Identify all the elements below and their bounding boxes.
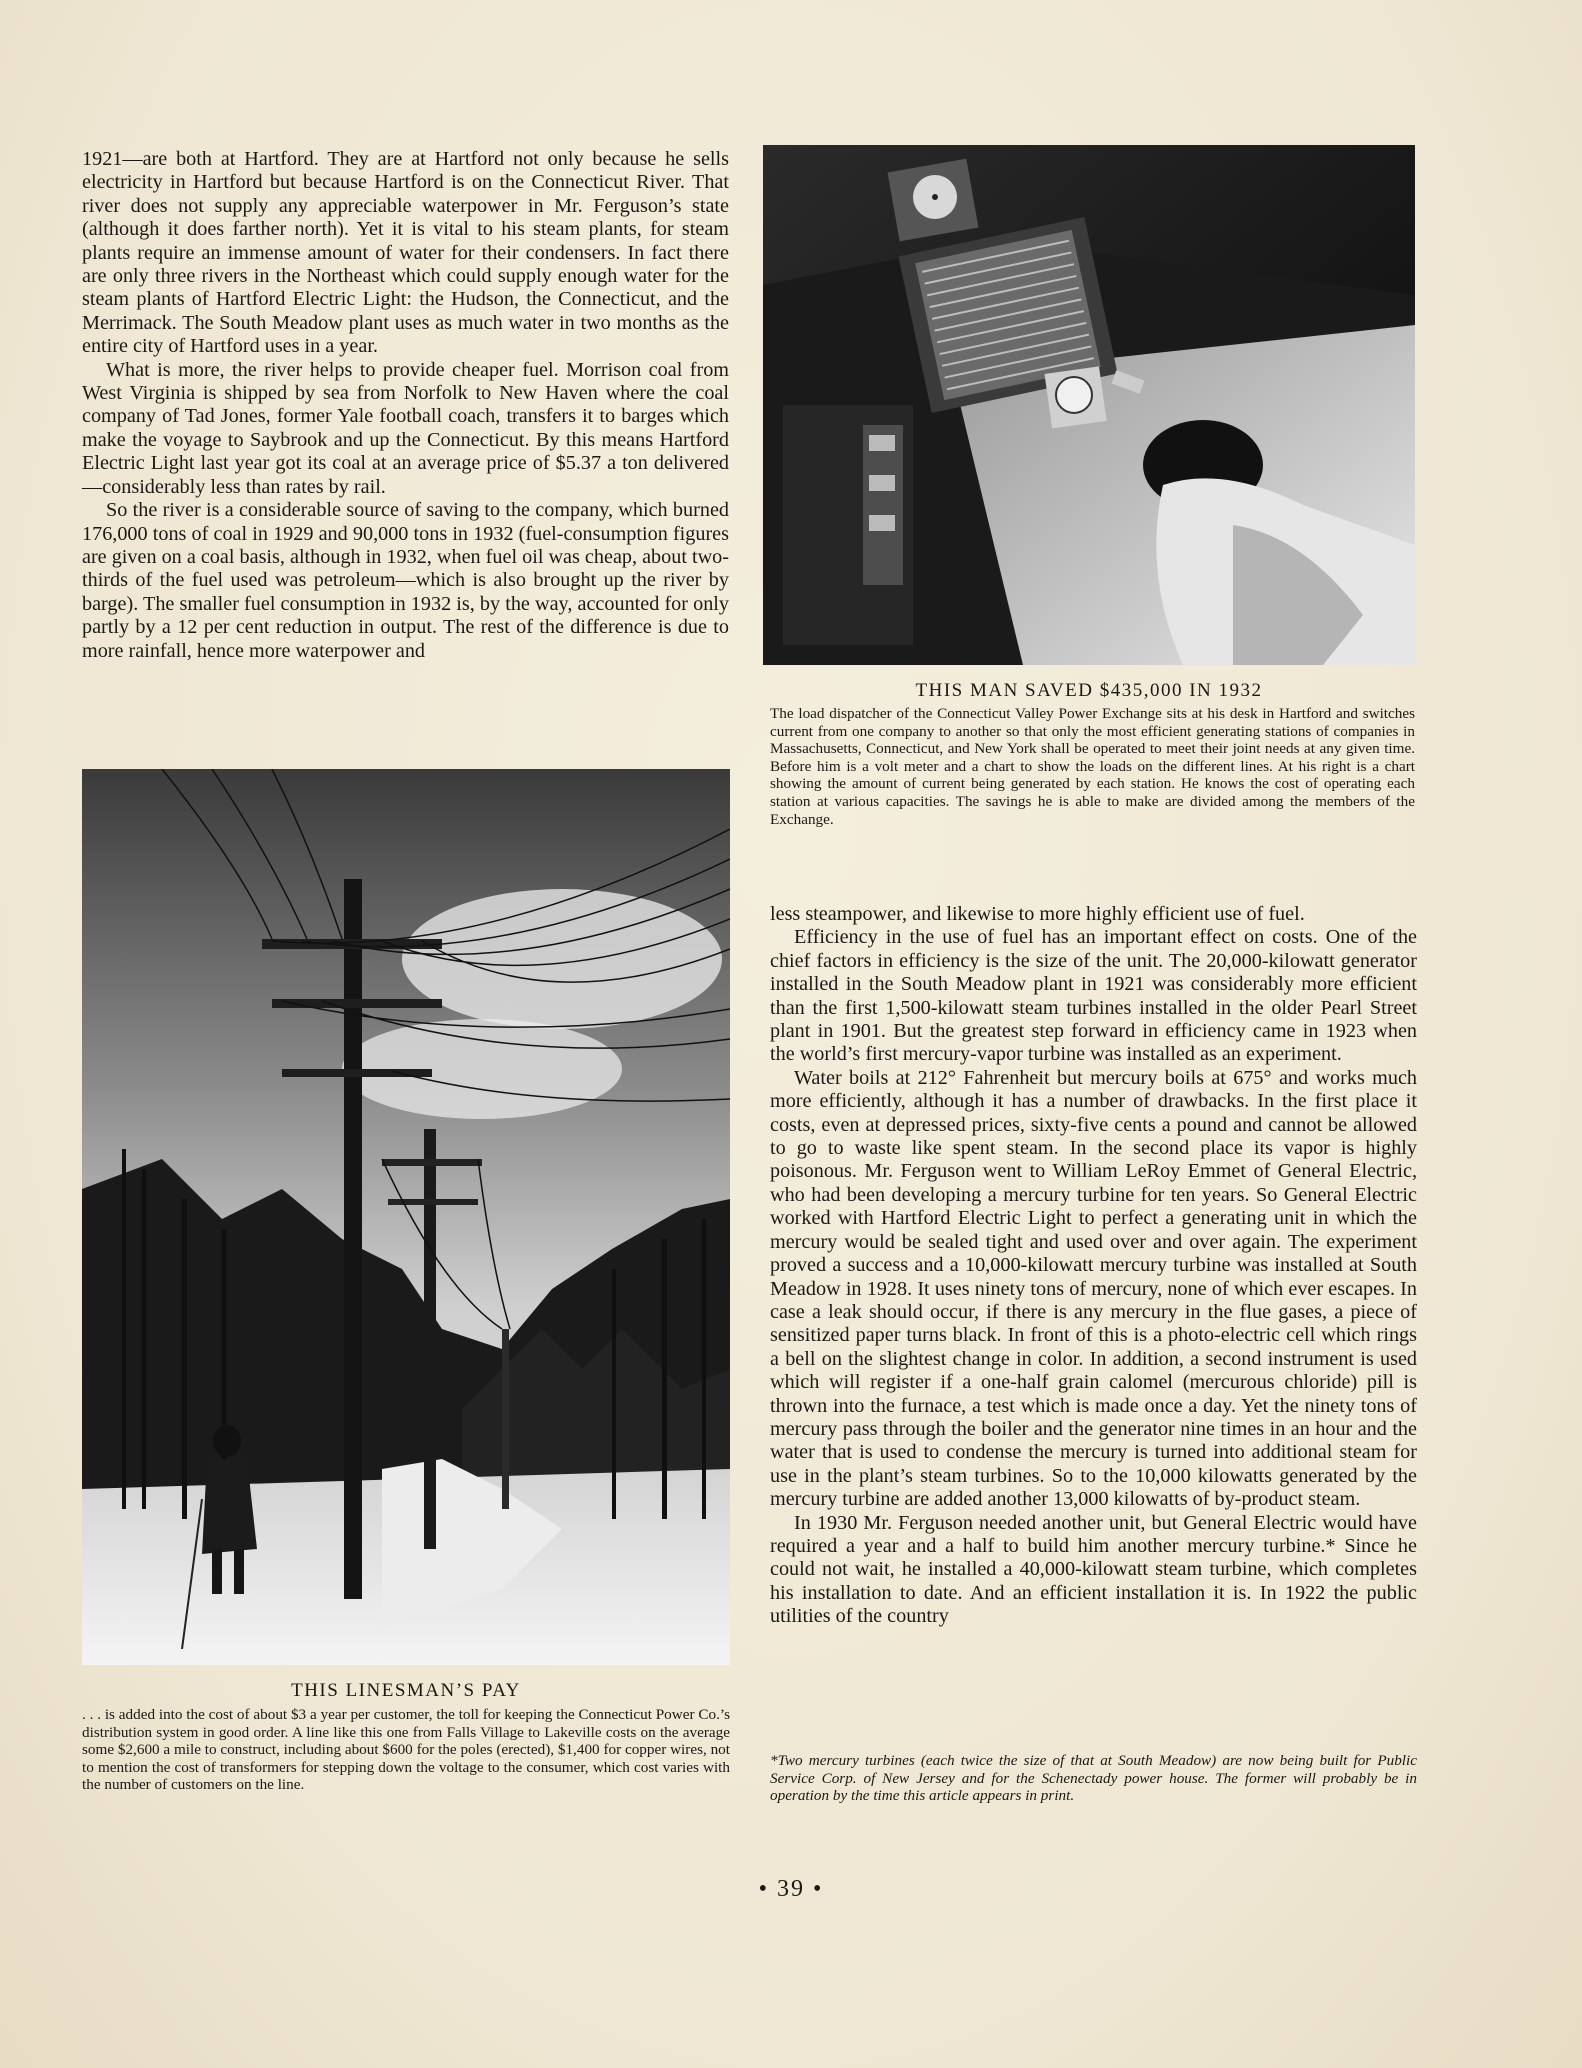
paragraph: In 1930 Mr. Ferguson needed another unit, but General Electric would have required a year and a half to build him another mercury turbine.* Since he could not wait, he installed a 40,000-kilowatt steam turbine, which completes his installation to date. And an efficient installation it is. In 1922 the public utilities of the country — [770, 1511, 1417, 1628]
left-column-text — [82, 148, 729, 663]
linesman-photo — [82, 769, 730, 1665]
paragraph: Efficiency in the use of fuel has an important effect on costs. One of the chief factors in efficiency is the size of the unit. The 20,000-kilowatt generator installed in the South Meadow plant in 1921 was considerably more efficient than the first 1,500-kilowatt steam turbines installed in the older Pearl Street plant in 1901. But the greatest step forward in efficiency came in 1923 when the world’s first mercury-vapor turbine was installed as an experiment. — [770, 926, 1417, 1066]
paragraph: 1921—are both at Hartford. They are at Hartford not only because he sells electricity in Hartford but because Hartford is on the Connecticut River. That river does not supply any appreciable waterpower in Mr. Ferguson’s state (although it does farther north). Yet it is vital to his steam plants, for steam plants require an immense amount of water for their condensers. In fact there are only three rivers in the Northeast which could supply enough water for the steam plants of Hartford Electric Light: the Hudson, the Connecticut, and the Merrimack. The South Meadow plant uses as much water in two months as the entire city of Hartford uses in a year. — [82, 148, 729, 358]
right-column-text — [770, 903, 1417, 1629]
load-dispatcher-photo — [763, 145, 1415, 665]
footnote: *Two mercury turbines (each twice the size of that at South Meadow) are now being built for Public Service Corp. of New Jersey and for the Schenectady power house. The former will probably be in operation by the time this article appears in print. — [770, 1752, 1417, 1805]
linesman-caption-body: . . . is added into the cost of about $3 a year per customer, the toll for keeping the Connecticut Power Co.’s distribution system in good order. A line like this one from Falls Village to Lakeville costs on the average some $2,600 a mile to construct, including about $600 for the poles (erected), $1,400 for copper wires, not to mention the cost of transformers for stepping down the voltage to the consumer, which cost varies with the number of customers on the line. — [82, 1706, 730, 1794]
paragraph: What is more, the river helps to provide cheaper fuel. Morrison coal from West Virginia is shipped by sea from Norfolk to New Haven where the coal company of Tad Jones, former Yale football coach, transfers it to barges which make the voyage to Saybrook and up the Connecticut. By this means Hartford Electric Light last year got its coal at an average price of $5.37 a ton delivered—considerably less than rates by rail. — [82, 358, 729, 498]
paragraph: So the river is a considerable source of saving to the company, which burned 176,000 tons of coal in 1929 and 90,000 tons in 1932 (fuel-consumption figures are given on a coal basis, although in 1932, when fuel oil was cheap, about two-thirds of the fuel used was petroleum—which is also brought up the river by barge). The smaller fuel consumption in 1932 is, by the way, accounted for only partly by a 12 per cent reduction in output. The rest of the difference is due to more rainfall, hence more waterpower and — [82, 499, 729, 662]
page-number: • 39 • — [758, 1876, 824, 1902]
linesman-caption-title: THIS LINESMAN’S PAY — [291, 1680, 521, 1701]
dispatcher-caption-title: THIS MAN SAVED $435,000 IN 1932 — [915, 680, 1263, 701]
paragraph: less steampower, and likewise to more highly efficient use of fuel. — [770, 903, 1305, 925]
paragraph: Water boils at 212° Fahrenheit but mercury boils at 675° and works much more efficiently, although it has a number of drawbacks. In the first place it costs, even at depressed prices, sixty-five cents a pound and cannot be allowed to go to waste like spent steam. In the second place its vapor is highly poisonous. Mr. Ferguson went to William LeRoy Emmet of General Electric, who had been developing a mercury turbine for ten years. So General Electric worked with Hartford Electric Light to perfect a generating unit in which the mercury would be sealed tight and used over and over again. The experiment proved a success and a 10,000-kilowatt mercury turbine was installed at South Meadow in 1928. It uses ninety tons of mercury, none of which ever escapes. In case a leak should occur, if there is any mercury in the flue gases, a piece of sensitized paper turns black. In front of this is a photo-electric cell which rings a bell on the slightest change in color. In addition, a second instrument is used which will register if a one-half grain calomel (mercurous chloride) pill is thrown into the furnace, a test which is made once a day. Yet the ninety tons of mercury pass through the boiler and the generator nine times in an hour and the water that is used to condense the mercury is turned into additional steam for use in the plant’s steam turbines. So to the 10,000 kilowatts generated by the mercury turbine are added another 13,000 kilowatts of by-product steam. — [770, 1066, 1417, 1511]
dispatcher-caption-body: The load dispatcher of the Connecticut Valley Power Exchange sits at his desk in Hartford and switches current from one company to another so that only the most efficient generating stations of companies in Massachusetts, Connecticut, and New York shall be operated to meet their joint needs at any given time. Before him is a volt meter and a chart to show the loads on the different lines. At his right is a chart showing the amount of current being generated by each station. He knows the cost of operating each station at various capacities. The savings he is able to make are divided among the members of the Exchange. — [770, 705, 1415, 828]
